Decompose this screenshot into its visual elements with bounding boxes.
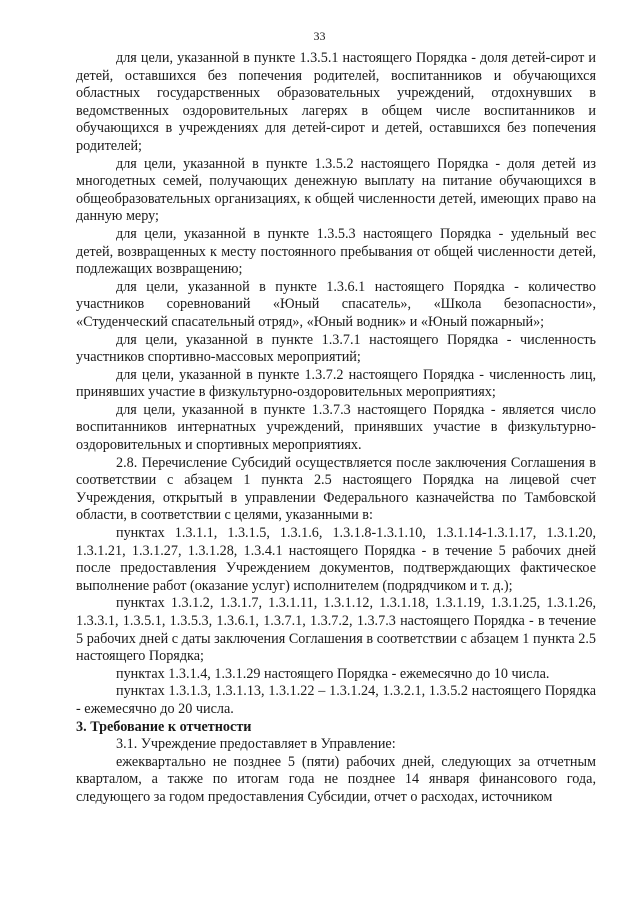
- document-body: [76, 50, 596, 807]
- paragraph-points-list-2: пунктах 1.3.1.2, 1.3.1.7, 1.3.1.11, 1.3.1.12, 1.3.1.18, 1.3.1.19, 1.3.1.25, 1.3.1.26, 1.3.3.1, 1.3.5.1, 1.3.5.3, 1.3.6.1, 1.3.7.1, 1.3.7.2, 1.3.7.3 настоящего Порядка - в течение 5 рабочих дней с даты заключения Соглашения в соответствии с абзацем 1 пункта 2.5 настоящего Порядка;: [76, 595, 596, 665]
- paragraph-points-list-1: пунктах 1.3.1.1, 1.3.1.5, 1.3.1.6, 1.3.1.8-1.3.1.10, 1.3.1.14-1.3.1.17, 1.3.1.20, 1.3.1.21, 1.3.1.27, 1.3.1.28, 1.3.4.1 настоящего Порядка - в течение 5 рабочих дней после предоставления Учреждением документов, подтверждающих фактическое выполнение работ (оказание услуг) исполнителем (подрядчиком и т. д.);: [76, 525, 596, 594]
- paragraph-points-list-4: пунктах 1.3.1.3, 1.3.1.13, 1.3.1.22 – 1.3.1.24, 1.3.2.1, 1.3.5.2 настоящего Порядка - ежемесячно до 20 числа.: [76, 683, 596, 717]
- paragraph-2-8: 2.8. Перечисление Субсидий осуществляется после заключения Соглашения в соответствии с абзацем 1 пункта 2.5 настоящего Порядка на лицевой счет Учреждения, открытый в управлении Федерального казначейства по Тамбовской области, в соответствии с целями, указанными в:: [76, 454, 596, 524]
- paragraph-3-1: 3.1. Учреждение предоставляет в Управление:: [116, 736, 396, 753]
- paragraph-goal-1-3-7-2: для цели, указанной в пункте 1.3.7.2 настоящего Порядка - численность лиц, принявших участие в физкультурно-оздоровительных мероприятиях;: [76, 366, 596, 401]
- paragraph-goal-1-3-5-1: для цели, указанной в пункте 1.3.5.1 настоящего Порядка - доля детей-сирот и детей, оставшихся без попечения родителей, воспитанников и обучающихся областных государственных образовательных учреждений, отдохнувших в ведомственных оздоровительных лагерях в общем числе воспитанников и обучающихся в учреждениях для детей-сирот и детей, оставшихся без попечения родителей;: [76, 50, 596, 154]
- paragraph-goal-1-3-7-1: для цели, указанной в пункте 1.3.7.1 настоящего Порядка - численность участников спортивно-массовых мероприятий;: [76, 331, 596, 366]
- section-heading: 3. Требование к отчетности: [76, 718, 252, 735]
- paragraph-goal-1-3-5-3: для цели, указанной в пункте 1.3.5.3 настоящего Порядка - удельный вес детей, возвращенных к месту постоянного пребывания от общей численности детей, подлежащих возвращению;: [76, 225, 596, 278]
- paragraph-goal-1-3-5-2: для цели, указанной в пункте 1.3.5.2 настоящего Порядка - доля детей из многодетных семей, получающих денежную выплату на питание обучающихся в общеобразовательных организациях, к общей численности детей, имеющих право на данную меру;: [76, 155, 596, 225]
- paragraph-points-list-3: пунктах 1.3.1.4, 1.3.1.29 настоящего Порядка - ежемесячно до 10 числа.: [116, 665, 550, 682]
- page-number: 33: [313, 29, 326, 43]
- paragraph-3-1-quarterly: ежеквартально не позднее 5 (пяти) рабочих дней, следующих за отчетным кварталом, а также по итогам года не позднее 14 января финансового года, следующего за годом предоставления Субсидии, отчет о расходах, источником: [76, 753, 596, 805]
- paragraph-goal-1-3-7-3: для цели, указанной в пункте 1.3.7.3 настоящего Порядка - является число воспитанников интернатных учреждений, принявших участие в физкультурно-оздоровительных и спортивных мероприятиях.: [76, 401, 596, 454]
- paragraph-goal-1-3-6-1: для цели, указанной в пункте 1.3.6.1 настоящего Порядка - количество участников соревнований «Юный спасатель», «Школа безопасности», «Студенческий спасательный отряд», «Юный водник» и «Юный пожарный»;: [76, 278, 596, 330]
